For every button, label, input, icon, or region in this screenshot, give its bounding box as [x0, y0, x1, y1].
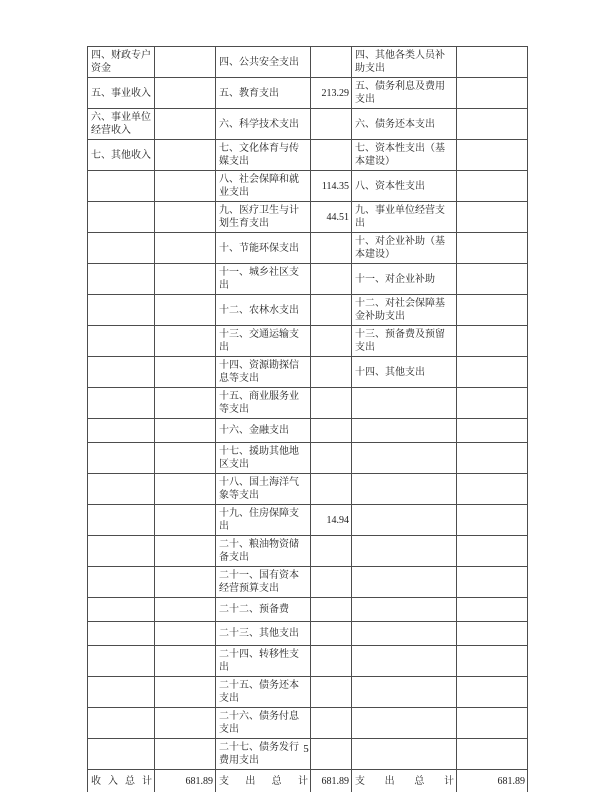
expenditure2-item-cell — [352, 536, 457, 567]
expenditure-item-cell: 十八、国土海洋气象等支出 — [216, 474, 311, 505]
expenditure2-item-cell: 四、其他各类人员补助支出 — [352, 47, 457, 78]
expenditure2-amount-cell — [457, 567, 528, 598]
income-amount-cell — [155, 474, 216, 505]
expenditure2-total-label: 支 出 总 计 — [352, 770, 457, 792]
table-row — [88, 140, 528, 171]
expenditure-amount-cell — [311, 443, 352, 474]
income-amount-cell — [155, 505, 216, 536]
expenditure2-amount-cell — [457, 443, 528, 474]
expenditure2-amount-cell — [457, 536, 528, 567]
income-amount-cell — [155, 419, 216, 443]
income-item-cell — [88, 388, 155, 419]
income-amount-cell — [155, 140, 216, 171]
expenditure2-item-cell: 七、资本性支出（基本建设） — [352, 140, 457, 171]
expenditure-item-cell: 二十一、国有资本经营预算支出 — [216, 567, 311, 598]
income-item-cell — [88, 598, 155, 622]
income-amount-cell — [155, 202, 216, 233]
expenditure-amount-cell — [311, 536, 352, 567]
income-item-cell — [88, 171, 155, 202]
income-item-cell: 七、其他收入 — [88, 140, 155, 171]
income-item-cell — [88, 443, 155, 474]
expenditure2-amount-cell — [457, 295, 528, 326]
income-total-label: 收 入 总 计 — [88, 770, 155, 792]
table-row — [88, 171, 528, 202]
expenditure-item-cell: 十六、金融支出 — [216, 419, 311, 443]
page-number: 5 — [303, 743, 309, 755]
expenditure-amount-cell — [311, 646, 352, 677]
expenditure-amount-cell: 213.29 — [311, 78, 352, 109]
expenditure-item-cell: 十、节能环保支出 — [216, 233, 311, 264]
expenditure-amount-cell — [311, 708, 352, 739]
income-amount-cell — [155, 536, 216, 567]
expenditure-item-cell: 十九、住房保障支出 — [216, 505, 311, 536]
expenditure2-item-cell — [352, 567, 457, 598]
expenditure-amount-cell: 114.35 — [311, 171, 352, 202]
expenditure2-amount-cell — [457, 264, 528, 295]
expenditure-item-cell: 十七、援助其他地区支出 — [216, 443, 311, 474]
income-amount-cell — [155, 78, 216, 109]
expenditure-amount-cell — [311, 677, 352, 708]
table-row — [88, 419, 528, 443]
table-row — [88, 536, 528, 567]
expenditure2-amount-cell — [457, 357, 528, 388]
expenditure-amount-cell — [311, 567, 352, 598]
expenditure-amount-cell — [311, 357, 352, 388]
table-row — [88, 202, 528, 233]
expenditure-amount-cell — [311, 47, 352, 78]
expenditure-amount-cell: 14.94 — [311, 505, 352, 536]
income-item-cell — [88, 326, 155, 357]
income-item-cell — [88, 357, 155, 388]
budget-table — [87, 46, 528, 792]
expenditure-item-cell: 四、公共安全支出 — [216, 47, 311, 78]
income-amount-cell — [155, 677, 216, 708]
expenditure2-item-cell: 十二、对社会保障基金补助支出 — [352, 295, 457, 326]
expenditure2-amount-cell — [457, 622, 528, 646]
expenditure2-amount-cell — [457, 140, 528, 171]
expenditure-amount-cell — [311, 326, 352, 357]
expenditure-amount-cell: 44.51 — [311, 202, 352, 233]
income-item-cell — [88, 474, 155, 505]
expenditure2-item-cell — [352, 505, 457, 536]
expenditure2-amount-cell — [457, 47, 528, 78]
expenditure-amount-cell — [311, 419, 352, 443]
expenditure2-item-cell: 十三、预备费及预留支出 — [352, 326, 457, 357]
income-amount-cell — [155, 622, 216, 646]
expenditure-item-cell: 十五、商业服务业等支出 — [216, 388, 311, 419]
table-row — [88, 357, 528, 388]
table-row — [88, 47, 528, 78]
expenditure-amount-cell — [311, 388, 352, 419]
expenditure2-amount-cell — [457, 78, 528, 109]
expenditure-amount-cell — [311, 622, 352, 646]
expenditure2-total-amount: 681.89 — [457, 770, 528, 792]
expenditure-item-cell: 九、医疗卫生与计划生育支出 — [216, 202, 311, 233]
income-item-cell — [88, 264, 155, 295]
expenditure2-item-cell — [352, 443, 457, 474]
income-item-cell: 六、事业单位经营收入 — [88, 109, 155, 140]
expenditure-total-amount: 681.89 — [311, 770, 352, 792]
table-row — [88, 233, 528, 264]
expenditure2-item-cell: 十、对企业补助（基本建设） — [352, 233, 457, 264]
income-item-cell — [88, 677, 155, 708]
income-item-cell: 五、事业收入 — [88, 78, 155, 109]
expenditure2-item-cell: 五、债务利息及费用支出 — [352, 78, 457, 109]
expenditure2-amount-cell — [457, 419, 528, 443]
table-row — [88, 326, 528, 357]
income-item-cell — [88, 505, 155, 536]
table-row — [88, 622, 528, 646]
table-row — [88, 109, 528, 140]
income-amount-cell — [155, 233, 216, 264]
expenditure2-amount-cell — [457, 677, 528, 708]
expenditure2-item-cell — [352, 419, 457, 443]
income-item-cell — [88, 419, 155, 443]
expenditure-item-cell: 十二、农林水支出 — [216, 295, 311, 326]
table-row — [88, 598, 528, 622]
expenditure2-item-cell — [352, 474, 457, 505]
table-row — [88, 708, 528, 739]
income-amount-cell — [155, 171, 216, 202]
income-amount-cell — [155, 708, 216, 739]
income-amount-cell — [155, 47, 216, 78]
expenditure2-amount-cell — [457, 171, 528, 202]
table-row — [88, 567, 528, 598]
expenditure-item-cell: 二十、粮油物资储备支出 — [216, 536, 311, 567]
expenditure-item-cell: 八、社会保障和就业支出 — [216, 171, 311, 202]
expenditure2-item-cell — [352, 598, 457, 622]
expenditure2-item-cell — [352, 708, 457, 739]
income-amount-cell — [155, 598, 216, 622]
income-amount-cell — [155, 109, 216, 140]
expenditure2-item-cell: 十一、对企业补助 — [352, 264, 457, 295]
expenditure2-item-cell: 八、资本性支出 — [352, 171, 457, 202]
income-amount-cell — [155, 646, 216, 677]
income-amount-cell — [155, 326, 216, 357]
income-item-cell: 四、财政专户资金 — [88, 47, 155, 78]
expenditure2-amount-cell — [457, 708, 528, 739]
expenditure2-item-cell: 六、债务还本支出 — [352, 109, 457, 140]
income-item-cell — [88, 295, 155, 326]
income-item-cell — [88, 708, 155, 739]
table-row — [88, 646, 528, 677]
expenditure2-amount-cell — [457, 109, 528, 140]
expenditure2-amount-cell — [457, 646, 528, 677]
expenditure2-amount-cell — [457, 233, 528, 264]
expenditure-item-cell: 二十二、预备费 — [216, 598, 311, 622]
income-total-amount: 681.89 — [155, 770, 216, 792]
table-row — [88, 388, 528, 419]
expenditure-item-cell: 五、教育支出 — [216, 78, 311, 109]
expenditure-item-cell: 十四、资源勘探信息等支出 — [216, 357, 311, 388]
expenditure2-amount-cell — [457, 202, 528, 233]
expenditure-amount-cell — [311, 233, 352, 264]
expenditure-amount-cell — [311, 140, 352, 171]
expenditure-item-cell: 六、科学技术支出 — [216, 109, 311, 140]
expenditure2-item-cell — [352, 677, 457, 708]
expenditure-item-cell: 二十六、债务付息支出 — [216, 708, 311, 739]
income-item-cell — [88, 202, 155, 233]
expenditure-amount-cell — [311, 295, 352, 326]
expenditure2-item-cell: 十四、其他支出 — [352, 357, 457, 388]
expenditure2-amount-cell — [457, 474, 528, 505]
expenditure-item-cell: 七、文化体育与传媒支出 — [216, 140, 311, 171]
income-amount-cell — [155, 567, 216, 598]
table-row — [88, 295, 528, 326]
income-item-cell — [88, 622, 155, 646]
expenditure-item-cell: 二十五、债务还本支出 — [216, 677, 311, 708]
income-item-cell — [88, 646, 155, 677]
table-row — [88, 78, 528, 109]
expenditure2-amount-cell — [457, 598, 528, 622]
expenditure2-amount-cell — [457, 505, 528, 536]
total-row — [88, 770, 528, 792]
expenditure-amount-cell — [311, 264, 352, 295]
income-amount-cell — [155, 443, 216, 474]
expenditure-item-cell: 十三、交通运输支出 — [216, 326, 311, 357]
table-row — [88, 474, 528, 505]
table-row — [88, 677, 528, 708]
income-amount-cell — [155, 388, 216, 419]
expenditure2-amount-cell — [457, 388, 528, 419]
table-row — [88, 443, 528, 474]
table-row — [88, 505, 528, 536]
table-row — [88, 264, 528, 295]
budget-table-total-section — [88, 770, 528, 792]
income-amount-cell — [155, 295, 216, 326]
budget-table-body — [88, 47, 528, 770]
expenditure-item-cell: 二十四、转移性支出 — [216, 646, 311, 677]
expenditure-amount-cell — [311, 109, 352, 140]
income-amount-cell — [155, 357, 216, 388]
expenditure2-item-cell — [352, 388, 457, 419]
expenditure-item-cell: 二十七、债务发行费用支出 — [216, 739, 311, 770]
income-item-cell — [88, 233, 155, 264]
expenditure2-amount-cell — [457, 326, 528, 357]
expenditure2-item-cell: 九、事业单位经营支出 — [352, 202, 457, 233]
expenditure2-item-cell — [352, 622, 457, 646]
expenditure-item-cell: 二十三、其他支出 — [216, 622, 311, 646]
income-item-cell — [88, 536, 155, 567]
expenditure-amount-cell — [311, 474, 352, 505]
income-amount-cell — [155, 264, 216, 295]
expenditure-total-label: 支 出 总 计 — [216, 770, 311, 792]
income-item-cell — [88, 567, 155, 598]
expenditure-amount-cell — [311, 598, 352, 622]
expenditure-item-cell: 十一、城乡社区支出 — [216, 264, 311, 295]
expenditure2-item-cell — [352, 646, 457, 677]
